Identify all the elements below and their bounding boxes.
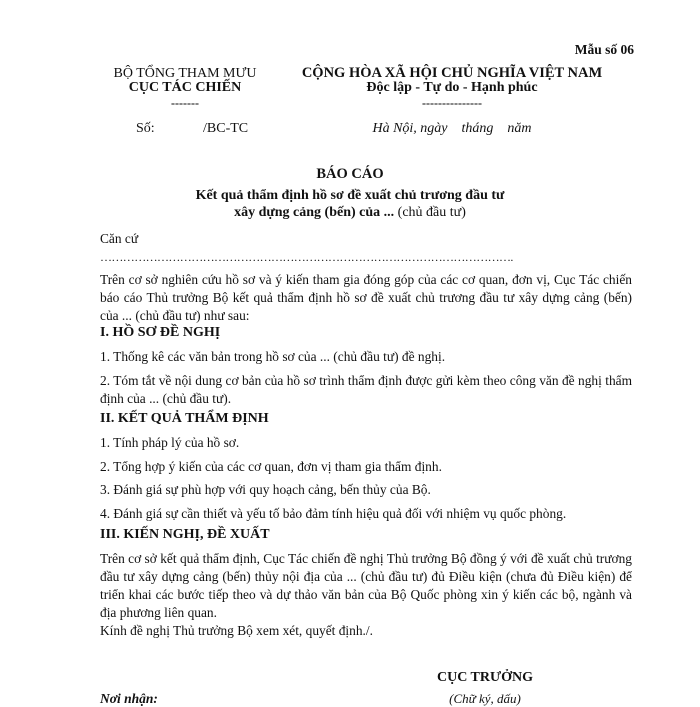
report-subject-normal: (chủ đầu tư) [394,205,466,220]
department-name: CỤC TÁC CHIẾN [128,80,242,95]
section-2-item-2: 2. Tổng hợp ý kiến của các cơ quan, đơn vị tham gia thẩm định. [100,459,442,474]
section-1-item-1: 1. Thống kê các văn bản trong hồ sơ của ... (chủ đầu tư) đề nghị. [100,349,446,364]
section-2-item-3: 3. Đánh giá sự phù hợp với quy hoạch cảng, bến thủy của Bộ. [100,482,431,497]
report-subject-line-2 [0,205,700,221]
signature-note: (Chữ ký, dấu) [449,691,521,706]
document-type-title: BÁO CÁO [316,166,384,182]
report-subject-line-1: Kết quả thẩm định hồ sơ đề xuất chủ trương đầu tư [195,188,505,203]
form-number: Mẫu số 06 [574,42,634,57]
place-and-date: Hà Nội, ngày tháng năm [372,121,532,136]
document-number-suffix: /BC-TC [203,121,249,136]
ministry-name: BỘ TỔNG THAM MƯU [113,66,257,81]
country-name: CỘNG HÒA XÃ HỘI CHỦ NGHĨA VIỆT NAM [301,65,603,81]
recommendation-paragraph: Trên cơ sở kết quả thẩm định, Cục Tác chiến đề nghị Thủ trưởng Bộ đồng ý với đề xuất chủ trương đầu tư xây dựng cảng (bến) thủy nội địa của ... (chủ đầu tư) đủ Điều kiện (chưa đủ Điều kiện) để triển khai các bước tiếp theo và dự thảo văn bản của Bộ Quốc phòng xin ý kiến các bộ, ngành và địa phương liên quan. [100,551,632,620]
right-header-separator: --------------- [422,96,482,110]
section-1-heading: I. HỒ SƠ ĐỀ NGHỊ [100,325,221,340]
basis-dotted-line: ………………………………………………………………………………………………. [100,250,513,264]
section-2-item-4: 4. Đánh giá sự cần thiết và yếu tố bảo đảm tính hiệu quả đối với nhiệm vụ quốc phòng. [100,506,567,521]
report-subject-bold: xây dựng cảng (bến) của ... [234,205,395,220]
closing-request: Kính đề nghị Thủ trưởng Bộ xem xét, quyết định./. [100,623,373,638]
intro-paragraph: Trên cơ sở nghiên cứu hồ sơ và ý kiến tham gia đóng góp của các cơ quan, đơn vị, Cục Tác chiến báo cáo Thủ trưởng Bộ kết quả thẩm định hồ sơ đề xuất chủ trương đầu tư xây dựng cảng (bến) của ... (chủ đầu tư) như sau: [100,272,632,323]
left-header-separator: ------- [171,96,199,110]
basis-label: Căn cứ [100,231,139,246]
document-number-label: Số: [136,121,155,136]
recipients-label: Nơi nhận: [100,691,158,706]
section-3-heading: III. KIẾN NGHỊ, ĐỀ XUẤT [100,527,270,542]
section-2-item-1: 1. Tính pháp lý của hồ sơ. [100,435,240,450]
signatory-title: CỤC TRƯỞNG [436,670,534,685]
section-1-item-2: 2. Tóm tắt về nội dung cơ bản của hồ sơ trình thẩm định được gửi kèm theo công văn đề nghị thẩm định của ... (chủ đầu tư). [100,373,632,406]
section-2-heading: II. KẾT QUẢ THẨM ĐỊNH [100,411,269,426]
national-motto: Độc lập - Tự do - Hạnh phúc [366,80,538,95]
